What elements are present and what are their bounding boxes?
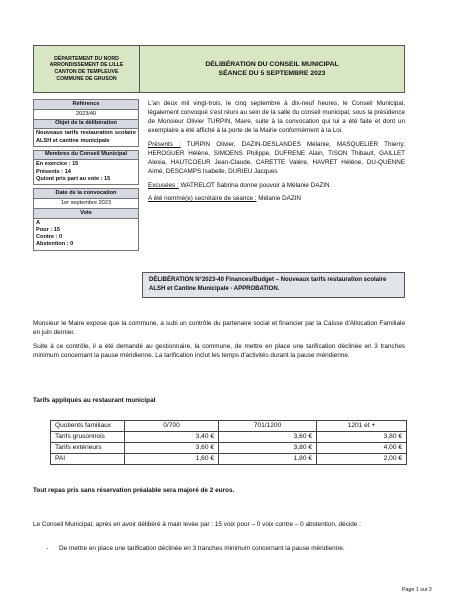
header-cell: 701/1200 — [219, 421, 317, 432]
header-cell: Quotients familiaux — [51, 421, 125, 432]
convocation-heading: Date de la convocation — [33, 188, 139, 199]
tarifs-table — [50, 420, 407, 465]
excuses-label: Excusées : — [148, 181, 179, 189]
membres-line: Quiont pris part au vote : 15 — [36, 175, 111, 182]
presents-list: TURPIN Olivier, DAZIN-DESLANDES Mélanie, MASQUELIER Thierry, HEROGUER Hélène, SIMOENS Philippe, DUFRENE Alain, TISON Thibault, GAILLET Alexia, HAUTCOEUR Jean-Claude, CARETTE Valère, HAVRET Hélène, DU-QUENNE Aimé, DESCAMPS Isabelle, DURIEU Jacques — [148, 140, 405, 175]
row-label: Tarifs extérieurs — [51, 443, 125, 454]
price-cell: 3,40 € — [125, 432, 219, 443]
price-cell: 4,00 € — [317, 443, 407, 454]
title-block — [140, 46, 404, 92]
objet-heading: Objet de la délibération — [33, 120, 139, 130]
header-cell: 1201 et + — [317, 421, 407, 432]
convocation-date: 1er septembre 2023 — [33, 199, 139, 209]
objet-value: Nouveaux tarifs restauration scolaire ALSH et cantine municipale — [33, 129, 139, 147]
price-cell: 3,60 € — [219, 432, 317, 443]
administrative-block — [34, 46, 140, 92]
reference-value: 2023/40 — [33, 110, 139, 120]
page-number: Page 1 sur 2 — [401, 587, 432, 593]
session-intro — [148, 100, 405, 209]
table-header-row — [51, 421, 407, 432]
reference-heading: Référence — [33, 99, 139, 110]
admin-line: CANTON DE TEMPLEUVE — [54, 69, 119, 75]
bullet-dash: - — [46, 545, 49, 552]
secretaire-paragraph — [148, 195, 405, 204]
excuses-paragraph — [148, 182, 405, 191]
membres-heading: Membres du Conseil Municipal — [33, 150, 139, 161]
decision-paragraph: Le Conseil Municipal, après en avoir délibéré à main levée par : 15 voix pour – 0 voix contre – 0 abstention, décide : — [33, 521, 361, 528]
document-title: DÉLIBÉRATION DU CONSEIL MUNICIPAL — [205, 60, 339, 68]
price-cell: 1,60 € — [125, 454, 219, 465]
tarifs-heading: Tarifs appliqués au restaurant municipal — [33, 397, 156, 404]
table-row — [51, 443, 407, 454]
excuses-text: WATRELOT Sabrina donne pouvoir à Mélanie DAZIN — [180, 181, 330, 189]
membres-list — [33, 160, 139, 185]
session-date: SÉANCE DU 5 SEPTEMBRE 2023 — [218, 70, 326, 77]
surcharge-note: Tout repas pris sans réservation préalable sera majoré de 2 euros. — [33, 487, 235, 494]
secretaire-name: Mélanie DAZIN — [258, 195, 301, 203]
body-paragraph: Monsieur le Maire expose que la commune, a subi un contrôle du partenaire social et financier par la Caisse d'Allocation Familiale en juin dernier. — [33, 320, 405, 337]
membres-line: Présents : 14 — [36, 168, 71, 175]
vote-heading: Vote — [33, 209, 139, 219]
vote-line: A — [36, 219, 41, 226]
exposition — [33, 319, 405, 365]
body-paragraph: Suite à ce contrôle, il a été demandé au gestionnaire, la commune, de mettre en place une tarification déclinée en 3 tranches minimum concernant la pause méridienne. La tarification inclut les temps d'activités durant la pause méridienne. — [33, 343, 405, 360]
vote-line: Pour : 15 — [36, 226, 60, 233]
price-cell: 1,80 € — [219, 454, 317, 465]
presents-label: Présents : — [148, 140, 181, 148]
price-cell: 3,80 € — [219, 443, 317, 454]
document-header — [33, 45, 405, 93]
admin-line: DÉPARTEMENT DU NORD — [54, 55, 119, 62]
table-row — [51, 454, 407, 465]
sidebar — [33, 99, 139, 251]
header-cell: 0/700 — [125, 421, 219, 432]
membres-line: En exercice : 15 — [36, 161, 79, 168]
row-label: PAI — [51, 454, 125, 465]
presents-paragraph — [148, 141, 405, 177]
decision-item — [46, 545, 345, 554]
price-cell: 3,80 € — [317, 432, 407, 443]
admin-line: COMMUNE DE GRUSON — [56, 75, 117, 82]
vote-line: Abstention : 0 — [36, 241, 74, 248]
vote-line: Contre : 0 — [36, 234, 63, 241]
admin-line: ARRONDISSEMENT DE LILLE — [49, 62, 124, 69]
deliberation-title: DÉLIBÉRATION N°2023-40 Finances/Budget – Nouveaux tarifs restauration scolaire ALSH et Cantine Municipale - APPROBATION. — [142, 272, 405, 298]
intro-paragraph: L'an deux mil vingt-trois, le cinq septembre à dix-neuf heures, le Conseil Municipal, légalement convoqué s'est réuni au sein de la salle du conseil municipal, sous la présidence de Monsieur Olivier TURPIN, Maire, suite à la convocation qui lui a été faite et dont un exemplaire a été affiché à la porte de la Mairie conformément à la Loi. — [148, 100, 405, 134]
price-cell: 3,60 € — [125, 443, 219, 454]
table-row — [51, 432, 407, 443]
vote-list — [33, 219, 139, 251]
secretaire-label: A été nommé(e) secrétaire de séance : — [148, 195, 257, 203]
decision-text: De mettre en place une tarification déclinée en 3 tranches minimum concernant la pause méridienne. — [59, 545, 345, 552]
row-label: Tarifs grusonnois — [51, 432, 125, 443]
price-cell: 2,00 € — [317, 454, 407, 465]
